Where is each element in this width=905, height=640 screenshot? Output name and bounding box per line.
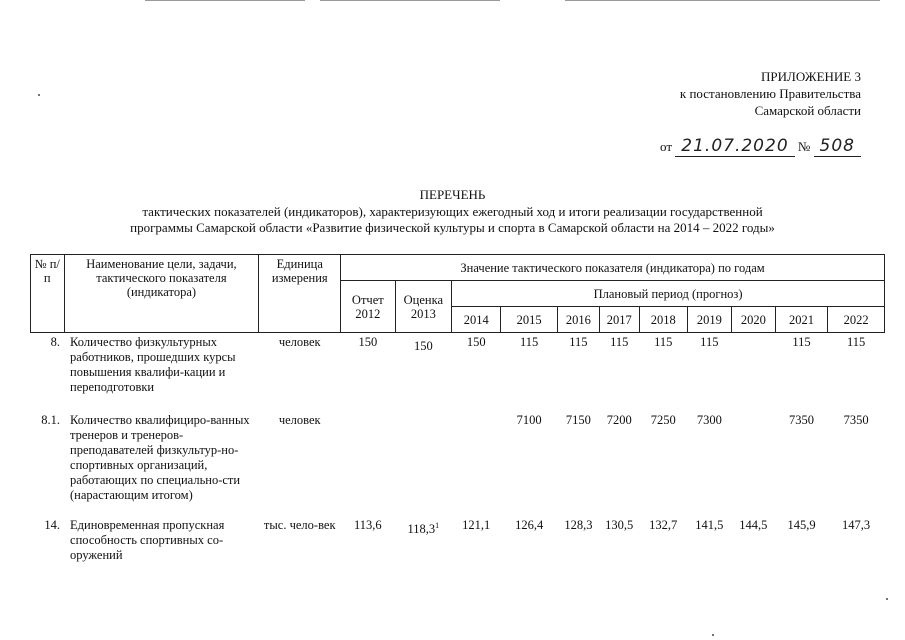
row-unit: человек — [278, 335, 321, 349]
footnote-mark: 1 — [435, 520, 440, 530]
row-year-value: 145,9 — [787, 517, 816, 532]
appendix-title: ПРИЛОЖЕНИЕ 3 — [761, 69, 861, 84]
row-year-value: 7300 — [696, 412, 722, 427]
resolution-date: 21.07.2020 — [675, 136, 794, 157]
scan-artifact — [565, 0, 880, 1]
row-unit: тыс. чело-век — [263, 517, 336, 532]
header-estimate: Оценка 2013 — [395, 281, 452, 333]
row-number: 8.1. — [41, 412, 61, 427]
header-no: № п/п — [31, 255, 65, 333]
row-number: 14. — [44, 517, 61, 532]
header-year: 2016 — [557, 307, 599, 333]
header-planned: Плановый период (прогноз) — [452, 281, 885, 307]
row-estimate — [395, 516, 452, 576]
row-year-value: 147,3 — [842, 517, 871, 532]
estimate-value: 118,3 — [407, 521, 436, 536]
number-label: № — [797, 139, 811, 154]
row-name: Количество физкультурных работников, прошедших курсы повышения квалифи-кации и переподготовки — [70, 335, 236, 394]
scan-speck — [886, 598, 888, 600]
appendix-block — [621, 68, 861, 156]
header-year: 2018 — [639, 307, 687, 333]
document-title: ПЕРЕЧЕНЬ — [419, 187, 486, 202]
row-year-value: 115 — [654, 335, 673, 349]
row-unit: человек — [278, 412, 321, 427]
row-year-value: 115 — [569, 335, 588, 349]
row-year-value — [731, 411, 775, 516]
row-year-value: 7100 — [516, 412, 542, 427]
row-year-value: 115 — [519, 335, 539, 349]
indicators-table — [30, 254, 885, 576]
header-unit: Единица измерения — [259, 255, 341, 333]
header-year: 2014 — [452, 307, 501, 333]
table-row — [31, 333, 885, 411]
row-estimate — [395, 411, 452, 516]
scan-artifact — [145, 0, 305, 1]
row-year-value: 144,5 — [739, 517, 768, 532]
header-report: Отчет 2012 — [341, 281, 395, 333]
header-year: 2017 — [599, 307, 639, 333]
row-year-value — [731, 333, 775, 411]
header-name: Наименование цели, задачи, тактического показателя (индикатора) — [64, 255, 259, 333]
row-year-value — [452, 411, 501, 516]
header-year: 2021 — [775, 307, 827, 333]
row-year-value: 150 — [466, 335, 486, 349]
row-year-value: 115 — [846, 335, 866, 349]
appendix-line: к постановлению Правительства — [679, 86, 861, 101]
header-year: 2019 — [687, 307, 731, 333]
row-year-value: 126,4 — [515, 517, 544, 532]
row-year-value: 115 — [700, 335, 719, 349]
row-number: 8. — [50, 335, 61, 349]
row-year-value: 7350 — [789, 412, 814, 427]
estimate-value: 150 — [413, 339, 433, 354]
row-report: 113,6 — [353, 517, 382, 532]
scan-artifact — [320, 0, 500, 1]
row-name: Количество квалифициро-ванных тренеров и тренеров-преподавателей физкультур-но-спортивных организаций, работающих по специально-сти (нарастающим итогом) — [70, 412, 250, 502]
row-year-value: 132,7 — [649, 517, 678, 532]
resolution-signature — [621, 138, 861, 155]
row-year-value: 115 — [792, 335, 811, 349]
document-subtitle: программы Самарской области «Развитие физической культуры и спорта в Самарской области на 2014 – 2022 годы» — [130, 220, 775, 235]
row-estimate — [395, 333, 452, 411]
row-year-value: 141,5 — [695, 517, 724, 532]
row-year-value: 7150 — [565, 412, 591, 427]
row-year-value: 128,3 — [564, 517, 593, 532]
scan-speck — [712, 634, 714, 636]
row-year-value: 7200 — [606, 412, 632, 427]
scan-speck — [38, 94, 40, 96]
table-row — [31, 411, 885, 516]
from-label: от — [660, 139, 673, 154]
table-row — [31, 516, 885, 576]
document-subtitle: тактических показателей (индикаторов), характеризующих ежегодный ход и итоги реализации государственной — [142, 204, 763, 219]
header-year: 2015 — [501, 307, 558, 333]
row-year-value: 7350 — [843, 412, 869, 427]
row-year-value: 121,1 — [462, 517, 491, 532]
row-year-value: 130,5 — [605, 517, 634, 532]
header-values: Значение тактического показателя (индикатора) по годам — [341, 255, 885, 281]
resolution-number: 508 — [814, 136, 861, 157]
row-report: 150 — [358, 335, 378, 349]
appendix-line: Самарской области — [754, 103, 861, 118]
row-report — [341, 411, 395, 516]
row-name: Единовременная пропускная способность спортивных со-оружений — [70, 517, 225, 562]
header-year: 2020 — [731, 307, 775, 333]
row-year-value: 7250 — [650, 412, 676, 427]
header-year: 2022 — [828, 307, 885, 333]
row-year-value: 115 — [610, 335, 629, 349]
